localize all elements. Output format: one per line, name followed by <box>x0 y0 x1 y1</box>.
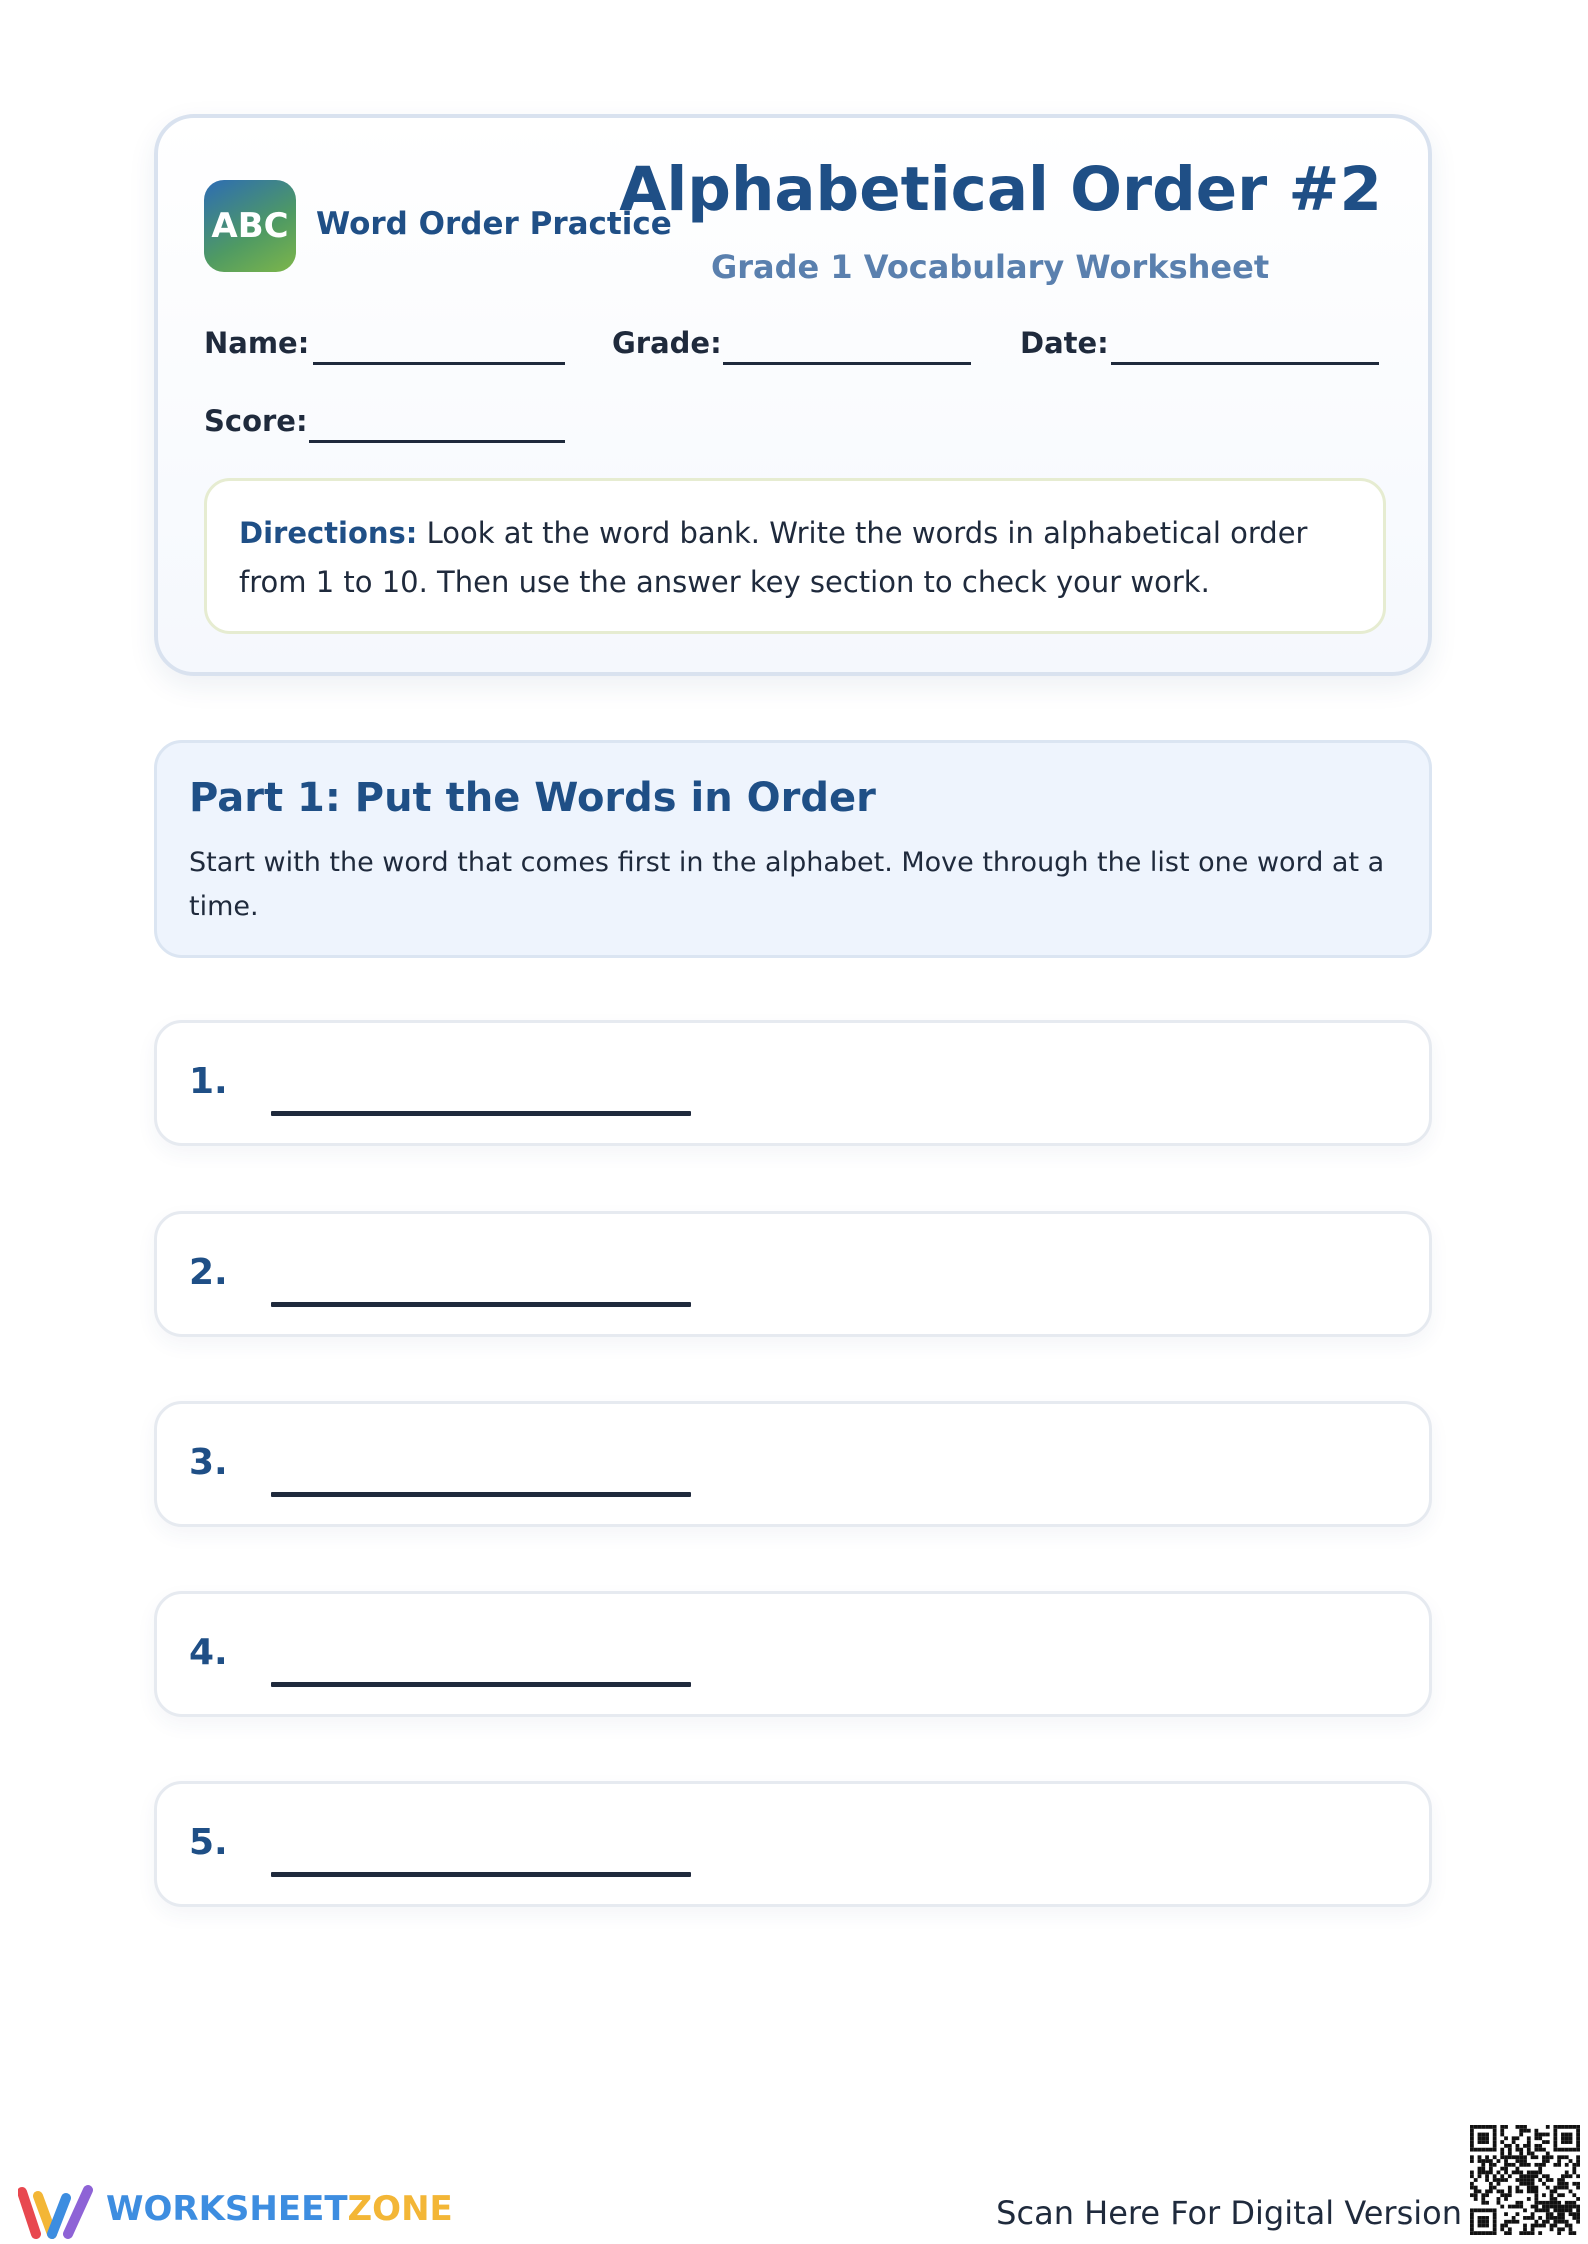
part1-description: Start with the word that comes first in the alphabet. Move through the list one word at a time. <box>189 847 1385 922</box>
grade-label: Grade: <box>612 326 722 360</box>
answer-blank[interactable] <box>271 1492 691 1497</box>
answer-row <box>154 1781 1432 1907</box>
answer-row <box>154 1211 1432 1337</box>
answer-row <box>154 1020 1432 1146</box>
answer-number: 1. <box>189 1061 228 1102</box>
score-field[interactable] <box>309 440 565 443</box>
header-card <box>154 114 1432 676</box>
directions-box <box>204 478 1386 634</box>
answer-blank[interactable] <box>271 1302 691 1307</box>
part1-title: Part 1: Put the Words in Order <box>189 775 876 821</box>
answer-number: 2. <box>189 1252 228 1293</box>
brand-name: Word Order Practice <box>316 206 672 242</box>
qr-code-icon[interactable] <box>1470 2125 1580 2235</box>
directions-text: Look at the word bank. Write the words in alphabetical order from 1 to 10. Then use the answer key section to check your work. <box>239 516 1308 599</box>
answer-row <box>154 1401 1432 1527</box>
answer-number: 3. <box>189 1442 228 1483</box>
footer-brand <box>106 2189 453 2229</box>
directions-label: Directions: <box>239 516 418 550</box>
footer-brand-part2: ZONE <box>347 2189 453 2229</box>
footer-brand-part1: WORKSHEET <box>106 2189 348 2229</box>
answer-blank[interactable] <box>271 1111 691 1116</box>
abc-logo <box>204 180 296 272</box>
page-subtitle: Grade 1 Vocabulary Worksheet <box>711 248 1270 286</box>
part1-card <box>154 740 1432 958</box>
logo-text: ABC <box>211 206 289 246</box>
date-field[interactable] <box>1111 362 1379 365</box>
scan-text: Scan Here For Digital Version <box>996 2194 1462 2232</box>
grade-field[interactable] <box>723 362 971 365</box>
answer-number: 4. <box>189 1632 228 1673</box>
answer-blank[interactable] <box>271 1682 691 1687</box>
answer-row <box>154 1591 1432 1717</box>
answer-blank[interactable] <box>271 1872 691 1877</box>
page-title: Alphabetical Order #2 <box>619 154 1382 225</box>
name-field[interactable] <box>313 362 565 365</box>
score-label: Score: <box>204 404 308 438</box>
answer-number: 5. <box>189 1822 228 1863</box>
name-label: Name: <box>204 326 310 360</box>
worksheetzone-logo-icon <box>18 2184 96 2240</box>
date-label: Date: <box>1020 326 1109 360</box>
